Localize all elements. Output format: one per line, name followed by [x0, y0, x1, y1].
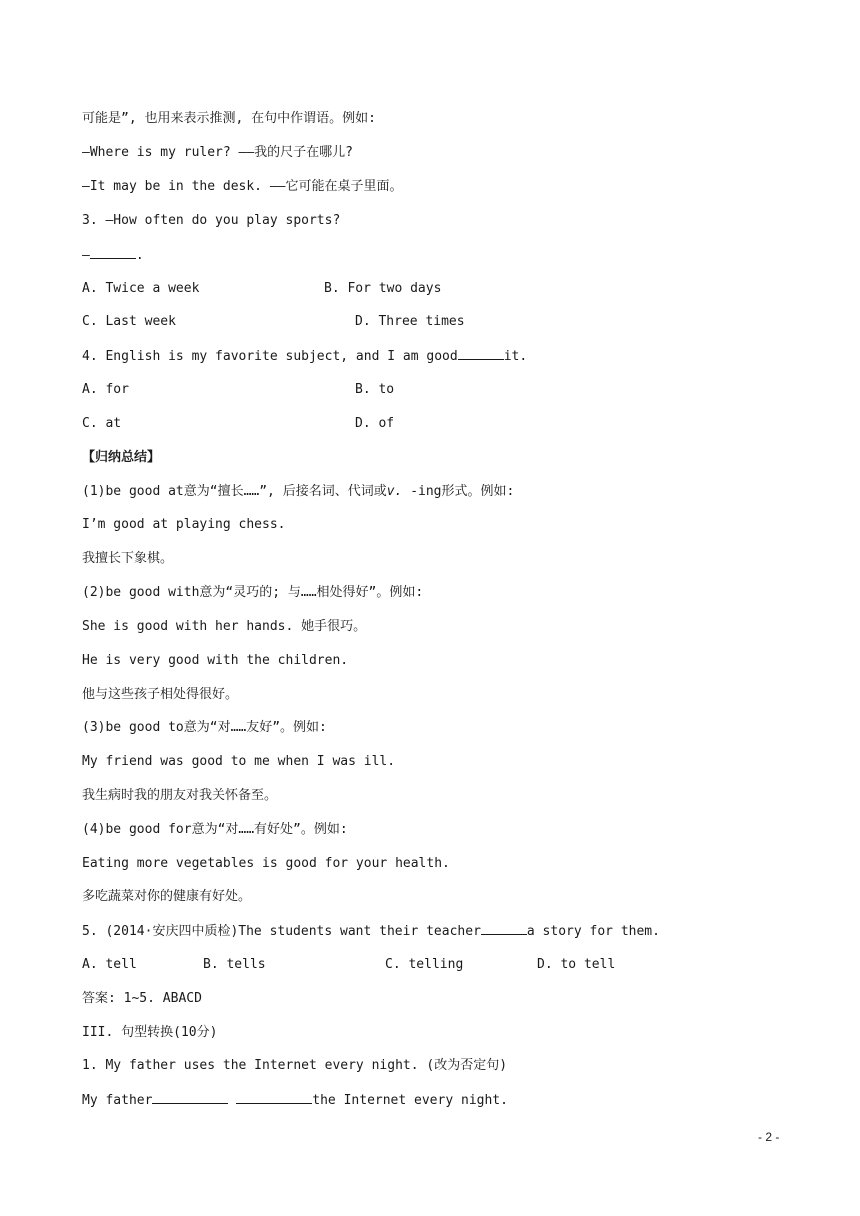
period: . [135, 248, 144, 263]
summary-text: (1)be good at意为“擅长……”, 后接名词、代词或 [82, 484, 387, 499]
option-c: C. at [82, 416, 122, 431]
summary-item-2: (2)be good with意为“灵巧的; 与……相处得好”。例如: [82, 585, 424, 600]
question-4-text-end: it. [503, 349, 528, 364]
example-line: She is good with her hands. 她手很巧。 [82, 619, 367, 634]
example-line: He is very good with the children. [82, 653, 349, 668]
summary-item-1 [82, 483, 514, 501]
answer-blank[interactable] [481, 922, 527, 935]
text-line: 可能是”, 也用来表示推测, 在句中作谓语。例如: [82, 111, 376, 126]
answer-blank[interactable] [458, 347, 504, 360]
option-c: C. Last week [82, 314, 176, 329]
translation-line: 多吃蔬菜对你的健康有好处。 [82, 889, 252, 904]
answer-key: 答案: 1~5. ABACD [82, 991, 202, 1006]
option-c: C. telling [385, 957, 464, 972]
transform-question-1: 1. My father uses the Internet every night. (改为否定句) [82, 1058, 508, 1073]
translation-line: 他与这些孩子相处得很好。 [82, 687, 239, 702]
option-b: B. For two days [324, 281, 442, 296]
question-3-answer-line [82, 246, 144, 265]
question-3: 3. —How often do you play sports? [82, 213, 341, 228]
translation-line: 我生病时我的朋友对我关怀备至。 [82, 788, 278, 803]
question-5 [82, 922, 660, 941]
summary-item-4: (4)be good for意为“对……有好处”。例如: [82, 822, 348, 837]
option-a: A. tell [82, 957, 137, 972]
question-4-text: 4. English is my favorite subject, and I am good [82, 349, 458, 364]
option-a: A. Twice a week [82, 281, 200, 296]
example-line: I’m good at playing chess. [82, 517, 286, 532]
transform-answer-line [82, 1091, 508, 1110]
option-d: D. of [355, 416, 395, 431]
example-line: My friend was good to me when I was ill. [82, 754, 396, 769]
example-line: Eating more vegetables is good for your health. [82, 856, 450, 871]
verb-abbrev: v. [386, 484, 403, 499]
question-5-text: 5. (2014·安庆四中质检)The students want their teacher [82, 924, 481, 939]
answer-blank[interactable] [152, 1091, 228, 1104]
option-a: A. for [82, 382, 129, 397]
sentence-start: My father [82, 1093, 153, 1108]
summary-text-end: -ing形式。例如: [402, 484, 515, 499]
answer-blank[interactable] [90, 246, 136, 259]
option-d: D. to tell [537, 957, 616, 972]
example-line: —It may be in the desk. ——它可能在桌子里面。 [82, 179, 403, 194]
translation-line: 我擅长下象棋。 [82, 551, 174, 566]
example-line: —Where is my ruler? ——我的尺子在哪儿? [82, 145, 354, 160]
answer-blank[interactable] [236, 1091, 312, 1104]
page-number: - 2 - [758, 1130, 780, 1144]
option-d: D. Three times [355, 314, 465, 329]
section-heading: III. 句型转换(10分) [82, 1025, 218, 1040]
summary-item-3: (3)be good to意为“对……友好”。例如: [82, 720, 327, 735]
summary-heading: 【归纳总结】 [82, 450, 161, 465]
dash: — [82, 248, 90, 263]
sentence-end: the Internet every night. [312, 1093, 508, 1108]
option-b: B. tells [203, 957, 266, 972]
question-4 [82, 347, 527, 366]
option-b: B. to [355, 382, 395, 397]
question-5-text-end: a story for them. [526, 924, 660, 939]
